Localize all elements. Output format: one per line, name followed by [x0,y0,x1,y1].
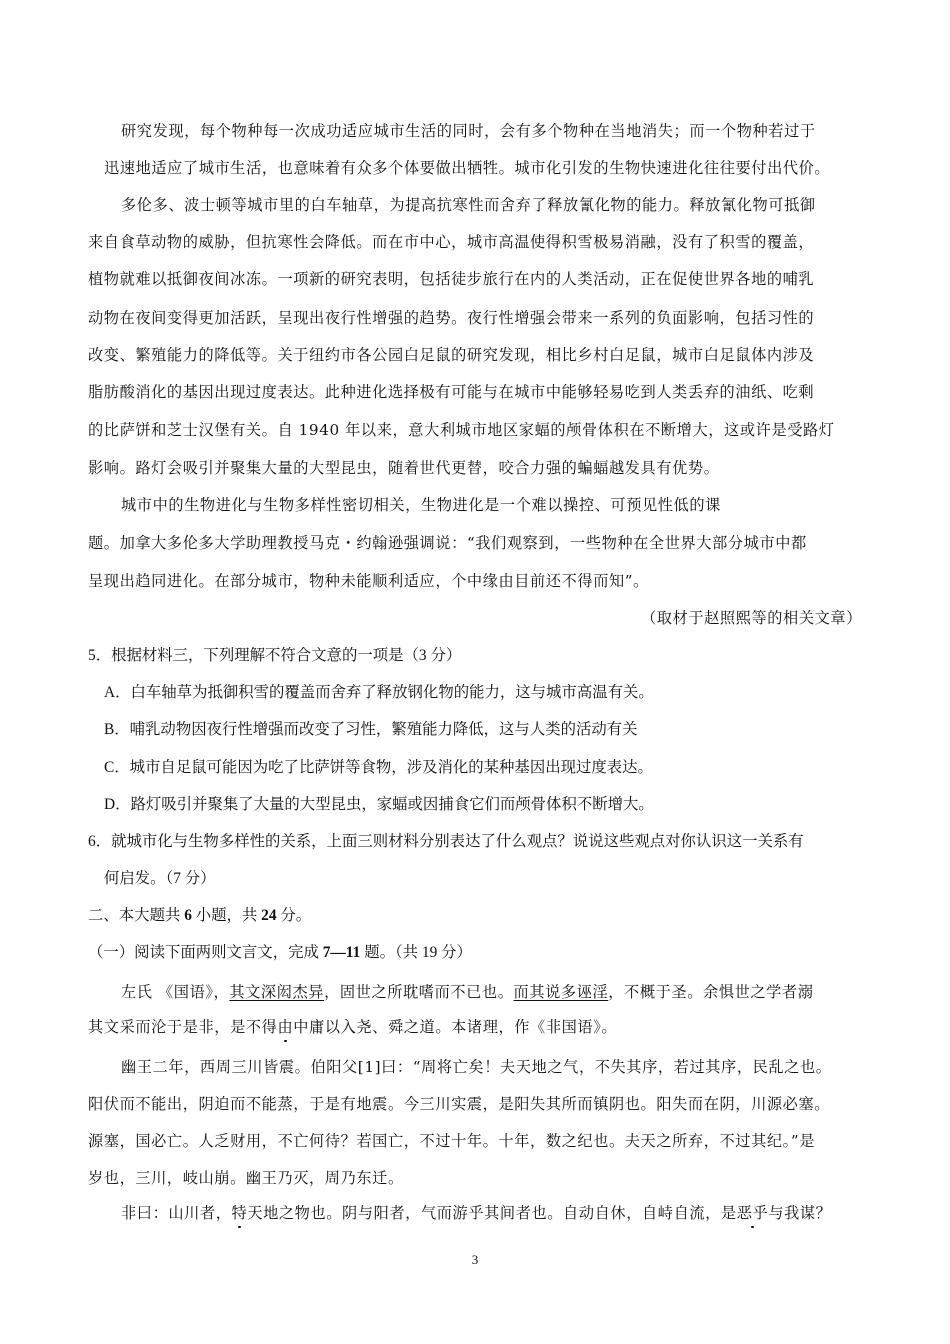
passage3-line: 动物在夜间变得更加活跃，呈现出夜行性增强的趋势。夜行性增强会带来一系列的负面影响，包括习性的 [88,309,815,327]
subsection-question-range: 7—11 [322,944,361,961]
section-total-score: 24 [261,907,277,924]
classical-text: 非曰：山川者， [121,1204,232,1222]
classical-line: 源塞，国必亡。人乏财用，不亡何待？若国亡，不过十年。十年，数之纪也。夫天之所弃，不过其纪。”是 [88,1132,815,1150]
classical-line [121,982,814,1002]
question-5-option-c: C．城市自足鼠可能因为吃了比萨饼等食物，涉及消化的某种基因出现过度表达。 [104,759,653,776]
classical-text: 左氏 《国语》， [121,983,230,1001]
classical-line [88,1017,617,1037]
dotted-character: 恶乎 [736,1204,769,1222]
classical-text: 与我谋？ [768,1204,832,1222]
section-heading-text: 分。 [276,907,312,924]
classical-text: 天地之物也。阴与阳者，气而游乎其间者也。自动自休，自峙自流，是 [247,1204,737,1222]
classical-line [121,1203,831,1223]
classical-line: 幽王二年，西周三川皆震。伯阳父[1]曰：“周将亡矣！夫天地之气，不失其序，若过其序，民乱之也。 [121,1058,832,1076]
section-question-count: 6 [184,907,192,924]
classical-text: 其文采而沦于是非，是不得 [88,1018,278,1036]
section-heading-text: 小题，共 [191,907,262,924]
classical-text: 中庸以入尧、舜之道。本诸理，作《非国语》。 [293,1018,618,1036]
question-5-option-b: B．哺乳动物因夜行性增强而改变了习性，繁殖能力降低，这与人类的活动有关 [104,721,638,738]
passage3-line: 多伦多、波士顿等城市里的白车轴草，为提高抗寒性而舍弃了释放氰化物的能力。释放氰化物可抵御 [121,196,816,214]
question-6-line: 6．就城市化与生物多样性的关系，上面三则材料分别表达了什么观点？说说这些观点对你认识这一关系有 [88,833,804,850]
classical-line: 阳伏而不能出，阴迫而不能蒸，于是有地震。今三川实震，是阳失其所而镇阴也。阳失而在阴，川源必塞。 [88,1095,831,1113]
section-heading-text: 二、本大题共 [88,907,185,924]
passage3-line: 城市中的生物进化与生物多样性密切相关，生物进化是一个难以操控、可预见性低的课 [121,496,721,514]
passage3-line: 植物就难以抵御夜间冰冻。一项新的研究表明，包括徒步旅行在内的人类活动，正在促使世界各地的哺乳 [88,270,815,288]
passage3-line: 影响。路灯会吸引并聚集大量的大型昆虫，随着世代更替，咬合力强的蝙蝠越发具有优势。 [88,459,720,477]
underlined-phrase: 而其说多诬淫 [513,983,609,1001]
underlined-phrase: 其文深闳杰异 [229,983,325,1001]
passage3-line: 迅速地适应了城市生活，也意味着有众多个体要做出牺牲。城市化引发的生物快速进化往往要付出代价。 [104,159,831,177]
passage3-line: 研究发现，每个物种每一次成功适应城市生活的同时，会有多个物种在当地消失；而一个物种若过于 [121,122,816,140]
question-6-line: 何启发。（7 分） [104,870,216,887]
subsection-heading [88,943,472,963]
dotted-character: 由 [277,1018,294,1036]
classical-text: ，固世之所耽嗜而不已也。 [324,983,514,1001]
classical-line: 岁也，三川，岐山崩。幽王乃灭，周乃东迁。 [88,1169,404,1187]
passage3-line: 的比萨饼和芝士汉堡有关。自 1940 年以来，意大利城市地区家蝠的颅骨体积在不断增大，这或许是受路灯 [88,421,835,439]
subsection-heading-text: （一）阅读下面两则文言文，完成 [88,944,323,961]
passage3-line: 题。加拿大多伦多大学助理教授马克・约翰逊强调说：“我们观察到，一些物种在全世界大部分城市中都 [88,534,807,552]
passage3-line: 呈现出趋同进化。在部分城市，物种未能顺利适应，个中缘由目前还不得而知”。 [88,572,649,590]
question-5-stem: 5．根据材料三，下列理解不符合文意的一项是（3 分） [88,647,462,664]
question-5-option-d: D．路灯吸引并聚集了大量的大型昆虫，家蝠或因捕食它们而颅骨体积不断增大。 [104,796,654,813]
dotted-character: 特 [231,1204,248,1222]
passage3-line: 脂肪酸消化的基因出现过度表达。此种进化选择极有可能与在城市中能够轻易吃到人类丢弃的油纸、吃剩 [88,383,815,401]
subsection-heading-text: 题。（共 19 分） [360,944,472,961]
question-5-option-a: A．白车轴草为抵御积雪的覆盖而舍弃了释放钢化物的能力，这与城市高温有关。 [104,684,654,701]
section-heading [88,906,311,926]
passage3-line: 改变、繁殖能力的降低等。关于纽约市各公园白足鼠的研究发现，相比乡村白足鼠，城市白足鼠体内涉及 [88,346,815,364]
classical-text: ，不概于圣。余惧世之学者溺 [608,983,814,1001]
passage3-source: （取材于赵照熙等的相关文章） [640,609,862,627]
passage3-line: 来自食草动物的威胁，但抗寒性会降低。而在市中心，城市高温使得积雪极易消融，没有了积雪的覆盖， [88,233,815,251]
page-number: 3 [471,1252,479,1267]
